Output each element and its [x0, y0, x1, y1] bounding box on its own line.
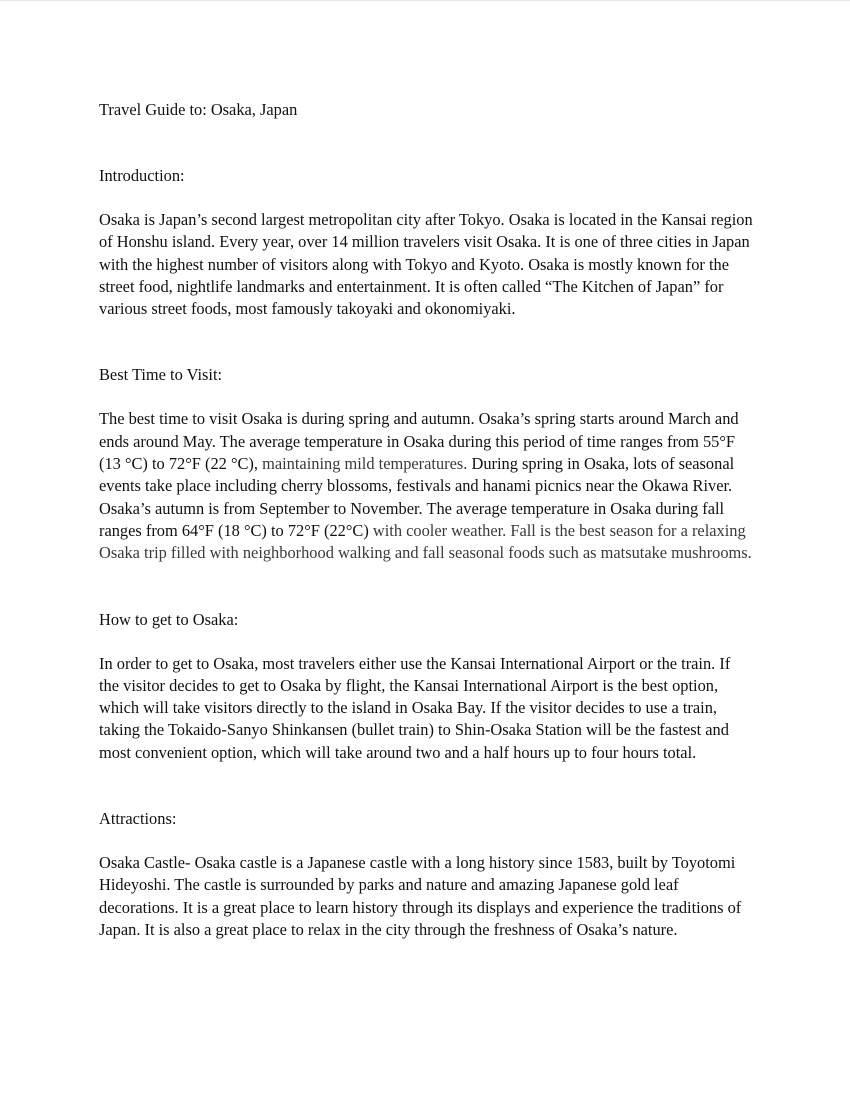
section-heading-getting-there: How to get to Osaka: — [99, 609, 239, 629]
best-time-text-1: The best time to visit Osaka is during spring and autumn. Osaka’s spring starts around March and ends around May. The average temperature in Osaka during this period of time ranges from 55°F (13 °C) to 72°F (22 °C), — [99, 409, 739, 474]
section-heading-best-time: Best Time to Visit: — [99, 365, 223, 385]
section-body-introduction: Osaka is Japan’s second largest metropolitan city after Tokyo. Osaka is located in the Kansai region of Honshu island. Every year, over 14 million travelers visit Osaka. It is one of three cities in Japan with the highest number of visitors along with Tokyo and Kyoto. Osaka is mostly known for the street food, nightlife landmarks and entertainment. It is often called “The Kitchen of Japan” for various street foods, most famously takoyaki and okonomiyaki. — [99, 210, 753, 319]
section-heading-introduction: Introduction: — [99, 166, 185, 185]
spacer — [99, 631, 754, 653]
document-title: Travel Guide to: Osaka, Japan — [99, 100, 298, 119]
spacer — [99, 764, 754, 808]
spacer — [99, 121, 754, 165]
spacer — [99, 830, 754, 852]
spacer — [99, 320, 754, 364]
spacer — [99, 386, 754, 408]
best-time-text-4: with cooler weather. Fall is the best season for a relaxing Osaka trip filled with neighborhood walking and fall seasonal foods such as matsutake mushrooms. — [99, 520, 752, 563]
section-body-getting-there: In order to get to Osaka, most travelers either use the Kansai International Airport or the train. If the visitor decides to get to Osaka by flight, the Kansai International Airport is the best option, which will take visitors directly to the island in Osaka Bay. If the visitor decides to use a train, taking the Tokaido-Sanyo Shinkansen (bullet train) to Shin-Osaka Station will be the fastest and most convenient option, which will take around two and a half hours up to four hours total. — [99, 653, 731, 762]
section-body-attractions: Osaka Castle- Osaka castle is a Japanese castle with a long history since 1583, built by Toyotomi Hideyoshi. The castle is surrounded by parks and nature and amazing Japanese gold leaf decorations. It is a great place to learn history through its displays and experience the traditions of Japan. It is also a great place to relax in the city through the freshness of Osaka’s nature. — [99, 853, 742, 939]
spacer — [99, 187, 754, 209]
best-time-text-3: During spring in Osaka, lots of seasonal events take place including cherry blossoms, festivals and hanami picnics near the Okawa River. Osaka’s autumn is from September to November. The average temperature in Osaka during fall ranges from 64°F (18 °C) to 72°F (22°C) — [99, 454, 735, 540]
section-heading-attractions: Attractions: — [99, 809, 177, 829]
best-time-text-2: maintaining mild temperatures. — [262, 454, 468, 474]
section-body-best-time — [99, 408, 754, 564]
document-body — [99, 99, 754, 941]
page-top-border — [0, 0, 850, 1]
spacer — [99, 565, 754, 609]
